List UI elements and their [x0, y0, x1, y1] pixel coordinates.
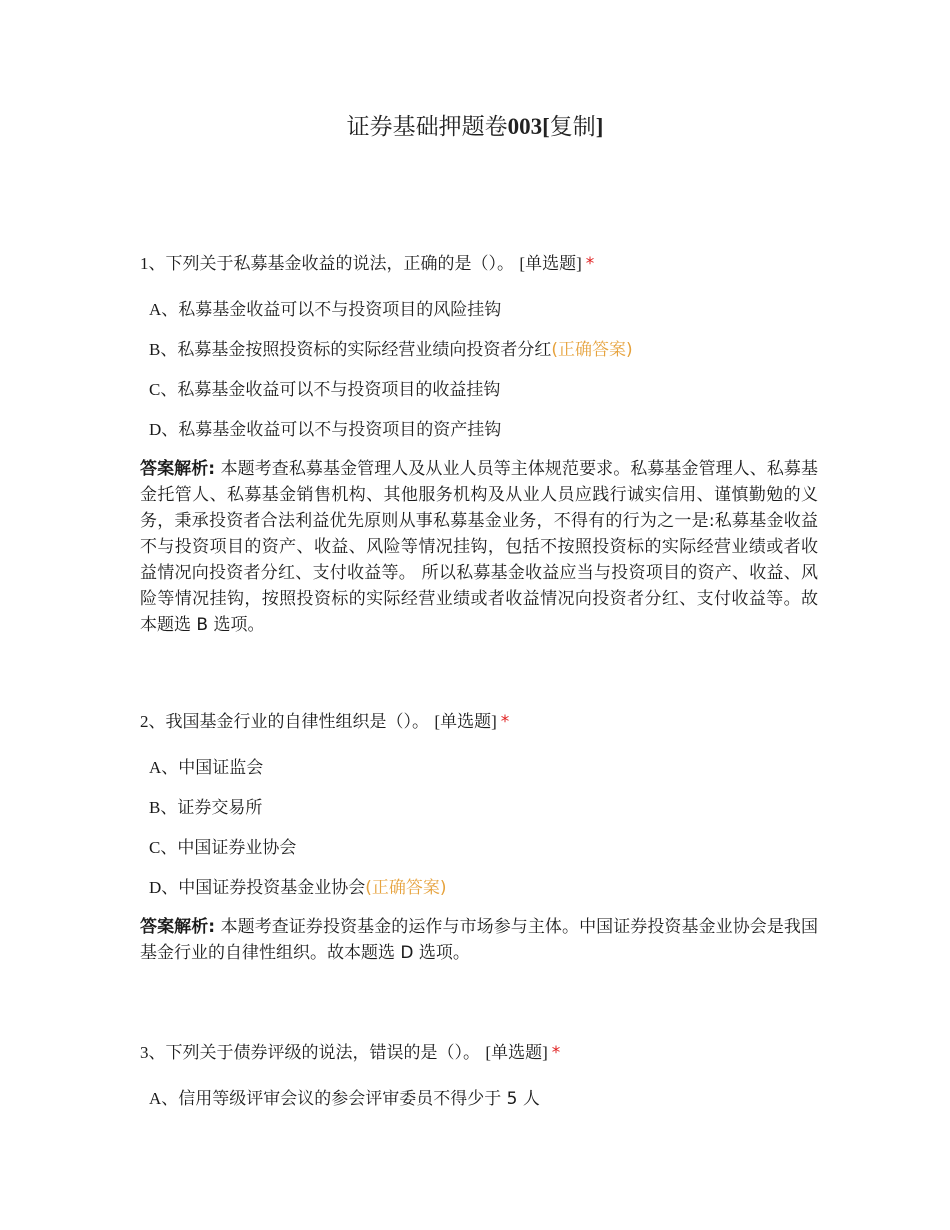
- option-letter: A: [149, 1089, 162, 1108]
- title-close: ]: [595, 114, 604, 139]
- page-title: [0, 110, 950, 144]
- option-letter: C: [149, 380, 161, 399]
- analysis-label: 答案解析:: [140, 459, 216, 479]
- question-2-stem: [140, 709, 509, 735]
- correct-answer-mark: (正确答案): [365, 878, 447, 898]
- option-letter: A: [149, 758, 162, 777]
- question-text: 下列关于债券评级的说法，错误的是（）。: [165, 1043, 480, 1063]
- question-number: 1: [140, 254, 149, 273]
- option-text: 、中国证券业协会: [160, 838, 297, 858]
- question-3-option-a[interactable]: [149, 1086, 540, 1112]
- option-text: 、证券交易所: [160, 798, 263, 818]
- title-suffix: 复制: [549, 114, 596, 139]
- correct-answer-mark: (正确答案): [551, 340, 633, 360]
- option-letter: D: [149, 420, 162, 439]
- option-text: 、私募基金按照投资标的实际经营业绩向投资者分红: [160, 340, 552, 360]
- option-letter: A: [149, 300, 162, 319]
- question-1-option-c[interactable]: [149, 377, 500, 403]
- option-text: 、私募基金收益可以不与投资项目的风险挂钩: [161, 300, 502, 320]
- question-separator: 、: [148, 1043, 166, 1063]
- question-2-option-b[interactable]: [149, 795, 262, 821]
- required-marker: *: [585, 254, 595, 274]
- question-type: [单选题]: [434, 712, 497, 731]
- required-marker: *: [551, 1043, 561, 1063]
- option-text: 、中国证监会: [161, 758, 264, 778]
- question-type: [单选题]: [519, 254, 582, 273]
- question-type: [单选题]: [485, 1043, 548, 1062]
- question-text: 下列关于私募基金收益的说法，正确的是（）。: [165, 254, 514, 274]
- title-text: 证券基础押题卷: [346, 114, 508, 139]
- analysis-label: 答案解析:: [140, 917, 216, 937]
- option-letter: D: [149, 878, 162, 897]
- option-letter: B: [149, 340, 161, 359]
- question-2-option-c[interactable]: [149, 835, 296, 861]
- option-letter: B: [149, 798, 161, 817]
- option-letter: C: [149, 838, 161, 857]
- option-text: 、私募基金收益可以不与投资项目的资产挂钩: [161, 420, 502, 440]
- question-1-option-d[interactable]: [149, 417, 501, 443]
- option-text: 、信用等级评审会议的参会评审委员不得少于 5 人: [161, 1089, 540, 1109]
- title-code: 003[: [507, 114, 550, 139]
- question-1-analysis: [140, 456, 818, 638]
- question-text: 我国基金行业的自律性组织是（）。: [165, 712, 429, 732]
- question-2-option-d[interactable]: [149, 875, 447, 901]
- required-marker: *: [500, 712, 510, 732]
- question-3-stem: [140, 1040, 560, 1066]
- question-1-option-b[interactable]: [149, 337, 633, 363]
- analysis-text: 本题考查证券投资基金的运作与市场参与主体。中国证券投资基金业协会是我国基金行业的自律性组织。故本题选 D 选项。: [140, 917, 818, 963]
- question-number: 3: [140, 1043, 149, 1062]
- option-text: 、中国证券投资基金业协会: [161, 878, 366, 898]
- question-separator: 、: [148, 254, 166, 274]
- option-text: 、私募基金收益可以不与投资项目的收益挂钩: [160, 380, 501, 400]
- question-1-option-a[interactable]: [149, 297, 501, 323]
- question-2-option-a[interactable]: [149, 755, 263, 781]
- question-number: 2: [140, 712, 149, 731]
- question-2-analysis: [140, 914, 818, 966]
- question-1-stem: [140, 251, 594, 277]
- question-separator: 、: [148, 712, 166, 732]
- analysis-text: 本题考查私募基金管理人及从业人员等主体规范要求。私募基金管理人、私募基金托管人、私募基金销售机构、其他服务机构及从业人员应践行诚实信用、谨慎勤勉的义务，秉承投资者合法利益优先原则从事私募基金业务，不得有的行为之一是:私募基金收益不与投资项目的资产、收益、风险等情况挂钩，包括不按照投资标的实际经营业绩或者收益情况向投资者分红、支付收益等。 所以私募基金收益应当与投资项目的资产、收益、风险等情况挂钩，按照投资标的实际经营业绩或者收益情况向投资者分红、支付收益等。故本题选 B 选项。: [140, 459, 818, 635]
